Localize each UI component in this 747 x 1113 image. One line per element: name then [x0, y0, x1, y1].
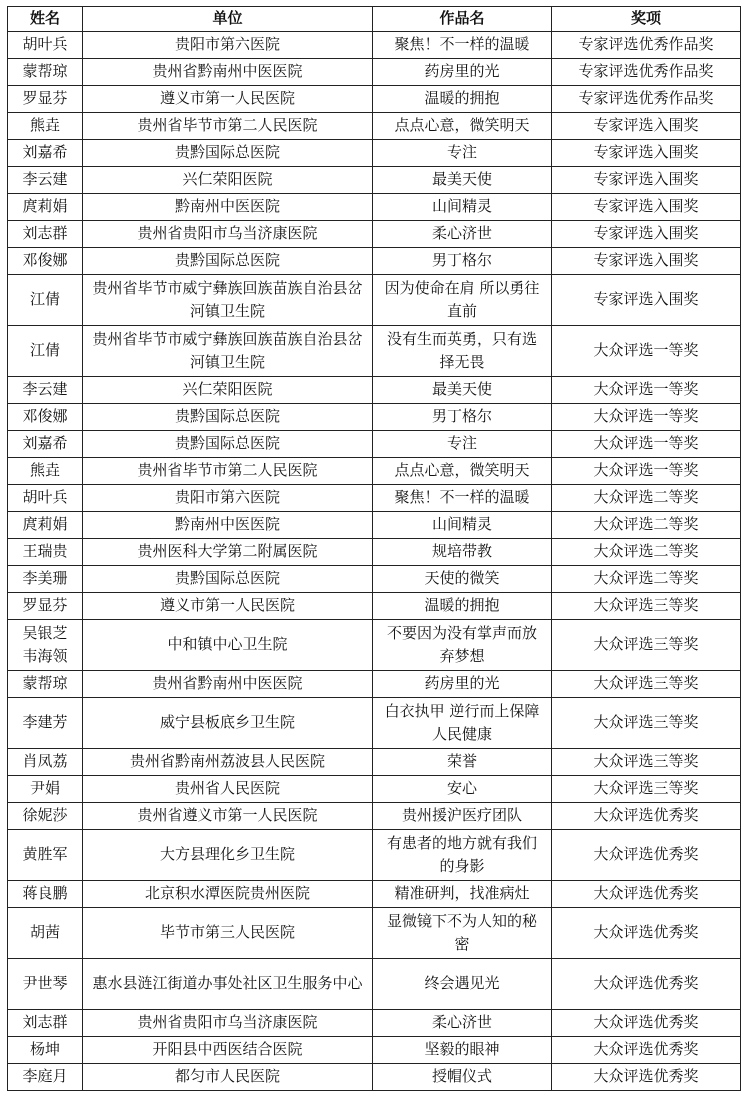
cell-name: 罗显芬: [8, 86, 83, 113]
table-row: [8, 881, 741, 908]
cell-name: 杨坤: [8, 1037, 83, 1064]
cell-work-title: 柔心济世: [373, 1010, 552, 1037]
cell-award: 大众评选三等奖: [552, 776, 741, 803]
cell-work-title: 山间精灵: [373, 512, 552, 539]
header-unit: 单位: [83, 7, 373, 32]
cell-unit: 遵义市第一人民医院: [83, 86, 373, 113]
cell-name: 尹世琴: [8, 959, 83, 1010]
table-row: [8, 167, 741, 194]
cell-unit: 大方县理化乡卫生院: [83, 830, 373, 881]
cell-name: 李庭月: [8, 1064, 83, 1091]
cell-award: 大众评选优秀奖: [552, 830, 741, 881]
cell-name: 刘嘉希: [8, 431, 83, 458]
cell-name: 吴银芝 韦海领: [8, 620, 83, 671]
cell-unit: 贵黔国际总医院: [83, 140, 373, 167]
cell-award: 大众评选一等奖: [552, 458, 741, 485]
cell-name: 肖凤荔: [8, 749, 83, 776]
cell-award: 大众评选优秀奖: [552, 803, 741, 830]
cell-work-title: 有患者的地方就有我们的身影: [373, 830, 552, 881]
cell-award: 大众评选优秀奖: [552, 908, 741, 959]
cell-work-title: 点点心意，微笑明天: [373, 458, 552, 485]
cell-award: 专家评选入围奖: [552, 167, 741, 194]
cell-name: 庹莉娟: [8, 194, 83, 221]
cell-unit: 兴仁荣阳医院: [83, 167, 373, 194]
cell-award: 专家评选入围奖: [552, 140, 741, 167]
cell-name: 蒙帮琼: [8, 671, 83, 698]
cell-award: 专家评选入围奖: [552, 221, 741, 248]
cell-name: 罗显芬: [8, 593, 83, 620]
cell-work-title: 点点心意，微笑明天: [373, 113, 552, 140]
cell-unit: 贵州省毕节市第二人民医院: [83, 458, 373, 485]
cell-work-title: 男丁格尔: [373, 248, 552, 275]
cell-award: 大众评选三等奖: [552, 698, 741, 749]
cell-unit: 贵州省毕节市第二人民医院: [83, 113, 373, 140]
cell-name: 黄胜军: [8, 830, 83, 881]
cell-work-title: 坚毅的眼神: [373, 1037, 552, 1064]
cell-award: 大众评选一等奖: [552, 404, 741, 431]
cell-work-title: 因为使命在肩 所以勇往直前: [373, 275, 552, 326]
cell-work-title: 荣誉: [373, 749, 552, 776]
table-row: [8, 1010, 741, 1037]
cell-unit: 开阳县中西医结合医院: [83, 1037, 373, 1064]
cell-award: 大众评选三等奖: [552, 593, 741, 620]
cell-work-title: 药房里的光: [373, 59, 552, 86]
cell-award: 专家评选入围奖: [552, 194, 741, 221]
table-row: [8, 749, 741, 776]
cell-unit: 贵黔国际总医院: [83, 431, 373, 458]
table-row: [8, 326, 741, 377]
cell-award: 大众评选一等奖: [552, 431, 741, 458]
cell-award: 大众评选优秀奖: [552, 1064, 741, 1091]
cell-unit: 贵阳市第六医院: [83, 32, 373, 59]
cell-unit: 贵阳市第六医院: [83, 485, 373, 512]
cell-name: 胡叶兵: [8, 32, 83, 59]
table-row: [8, 140, 741, 167]
cell-award: 大众评选优秀奖: [552, 1010, 741, 1037]
cell-award: 专家评选入围奖: [552, 275, 741, 326]
cell-unit: 贵州医科大学第二附属医院: [83, 539, 373, 566]
table-row: [8, 431, 741, 458]
cell-work-title: 没有生而英勇，只有选择无畏: [373, 326, 552, 377]
cell-work-title: 终会遇见光: [373, 959, 552, 1010]
cell-award: 大众评选优秀奖: [552, 959, 741, 1010]
table-row: [8, 59, 741, 86]
cell-name: 王瑞贵: [8, 539, 83, 566]
cell-name: 刘志群: [8, 221, 83, 248]
cell-unit: 黔南州中医医院: [83, 194, 373, 221]
cell-award: 大众评选三等奖: [552, 749, 741, 776]
table-row: [8, 221, 741, 248]
cell-name: 李美珊: [8, 566, 83, 593]
table-row: [8, 593, 741, 620]
cell-award: 大众评选二等奖: [552, 512, 741, 539]
cell-work-title: 白衣执甲 逆行而上保障人民健康: [373, 698, 552, 749]
cell-work-title: 专注: [373, 431, 552, 458]
cell-name: 刘嘉希: [8, 140, 83, 167]
cell-work-title: 规培带教: [373, 539, 552, 566]
header-award: 奖项: [552, 7, 741, 32]
cell-work-title: 不要因为没有掌声而放弃梦想: [373, 620, 552, 671]
cell-unit: 都匀市人民医院: [83, 1064, 373, 1091]
cell-work-title: 天使的微笑: [373, 566, 552, 593]
cell-name: 尹娟: [8, 776, 83, 803]
cell-unit: 威宁县板底乡卫生院: [83, 698, 373, 749]
table-row: [8, 959, 741, 1010]
cell-unit: 贵黔国际总医院: [83, 566, 373, 593]
cell-name: 蒙帮琼: [8, 59, 83, 86]
cell-work-title: 山间精灵: [373, 194, 552, 221]
cell-unit: 兴仁荣阳医院: [83, 377, 373, 404]
cell-name: 庹莉娟: [8, 512, 83, 539]
cell-award: 专家评选优秀作品奖: [552, 32, 741, 59]
cell-work-title: 贵州援沪医疗团队: [373, 803, 552, 830]
cell-work-title: 安心: [373, 776, 552, 803]
table-row: [8, 803, 741, 830]
cell-award: 大众评选优秀奖: [552, 881, 741, 908]
table-row: [8, 404, 741, 431]
cell-work-title: 精准研判，找准病灶: [373, 881, 552, 908]
cell-unit: 贵州省人民医院: [83, 776, 373, 803]
table-row: [8, 1037, 741, 1064]
cell-work-title: 男丁格尔: [373, 404, 552, 431]
cell-unit: 贵黔国际总医院: [83, 248, 373, 275]
cell-name: 蒋良鹏: [8, 881, 83, 908]
cell-unit: 黔南州中医医院: [83, 512, 373, 539]
cell-unit: 贵州省黔南州荔波县人民医院: [83, 749, 373, 776]
cell-name: 李云建: [8, 167, 83, 194]
cell-award: 专家评选入围奖: [552, 113, 741, 140]
cell-unit: 贵州省贵阳市乌当济康医院: [83, 1010, 373, 1037]
header-work-title: 作品名: [373, 7, 552, 32]
cell-unit: 北京积水潭医院贵州医院: [83, 881, 373, 908]
award-table: [7, 6, 741, 1091]
table-row: [8, 113, 741, 140]
cell-name: 江倩: [8, 326, 83, 377]
cell-work-title: 聚焦！不一样的温暖: [373, 485, 552, 512]
cell-award: 大众评选三等奖: [552, 620, 741, 671]
cell-name: 徐妮莎: [8, 803, 83, 830]
cell-name: 江倩: [8, 275, 83, 326]
table-row: [8, 776, 741, 803]
cell-name: 熊垚: [8, 458, 83, 485]
table-row: [8, 566, 741, 593]
cell-award: 大众评选二等奖: [552, 539, 741, 566]
table-row: [8, 194, 741, 221]
cell-unit: 贵州省遵义市第一人民医院: [83, 803, 373, 830]
cell-name: 李建芳: [8, 698, 83, 749]
header-name: 姓名: [8, 7, 83, 32]
cell-work-title: 专注: [373, 140, 552, 167]
cell-award: 大众评选一等奖: [552, 377, 741, 404]
cell-work-title: 授帽仪式: [373, 1064, 552, 1091]
table-row: [8, 539, 741, 566]
cell-name: 邓俊娜: [8, 248, 83, 275]
cell-work-title: 柔心济世: [373, 221, 552, 248]
table-row: [8, 1064, 741, 1091]
cell-unit: 毕节市第三人民医院: [83, 908, 373, 959]
table-row: [8, 248, 741, 275]
cell-award: 专家评选优秀作品奖: [552, 59, 741, 86]
cell-award: 大众评选二等奖: [552, 566, 741, 593]
cell-unit: 贵黔国际总医院: [83, 404, 373, 431]
cell-work-title: 聚焦！不一样的温暖: [373, 32, 552, 59]
table-row: [8, 830, 741, 881]
table-row: [8, 620, 741, 671]
cell-award: 大众评选优秀奖: [552, 1037, 741, 1064]
cell-unit: 贵州省黔南州中医医院: [83, 59, 373, 86]
cell-unit: 遵义市第一人民医院: [83, 593, 373, 620]
table-row: [8, 458, 741, 485]
cell-unit: 贵州省毕节市威宁彝族回族苗族自治县岔河镇卫生院: [83, 275, 373, 326]
cell-award: 大众评选二等奖: [552, 485, 741, 512]
cell-name: 熊垚: [8, 113, 83, 140]
cell-work-title: 最美天使: [373, 167, 552, 194]
table-row: [8, 86, 741, 113]
table-row: [8, 698, 741, 749]
cell-unit: 贵州省贵阳市乌当济康医院: [83, 221, 373, 248]
cell-name: 胡叶兵: [8, 485, 83, 512]
cell-work-title: 最美天使: [373, 377, 552, 404]
cell-award: 专家评选优秀作品奖: [552, 86, 741, 113]
table-row: [8, 485, 741, 512]
cell-work-title: 温暖的拥抱: [373, 86, 552, 113]
header-row: [8, 7, 741, 32]
table-row: [8, 671, 741, 698]
cell-name: 胡茜: [8, 908, 83, 959]
table-row: [8, 377, 741, 404]
cell-award: 大众评选一等奖: [552, 326, 741, 377]
cell-unit: 惠水县涟江街道办事处社区卫生服务中心: [83, 959, 373, 1010]
cell-name: 刘志群: [8, 1010, 83, 1037]
cell-award: 大众评选三等奖: [552, 671, 741, 698]
table-row: [8, 908, 741, 959]
cell-work-title: 显微镜下不为人知的秘密: [373, 908, 552, 959]
cell-unit: 中和镇中心卫生院: [83, 620, 373, 671]
cell-unit: 贵州省黔南州中医医院: [83, 671, 373, 698]
cell-award: 专家评选入围奖: [552, 248, 741, 275]
cell-work-title: 药房里的光: [373, 671, 552, 698]
cell-unit: 贵州省毕节市威宁彝族回族苗族自治县岔河镇卫生院: [83, 326, 373, 377]
cell-work-title: 温暖的拥抱: [373, 593, 552, 620]
cell-name: 邓俊娜: [8, 404, 83, 431]
cell-name: 李云建: [8, 377, 83, 404]
table-row: [8, 512, 741, 539]
table-row: [8, 275, 741, 326]
table-row: [8, 32, 741, 59]
